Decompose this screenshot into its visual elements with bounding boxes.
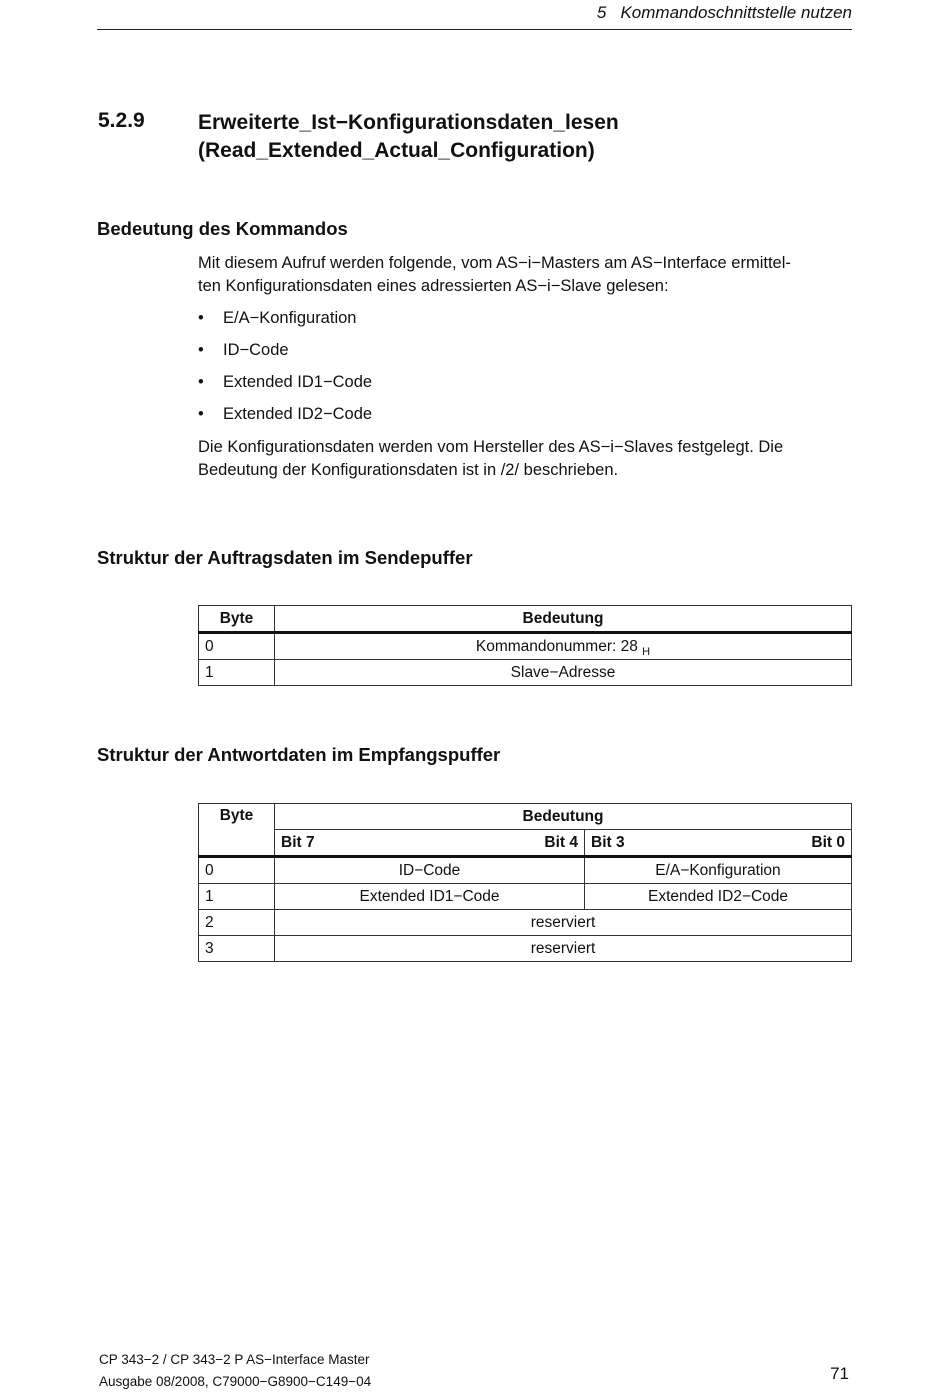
table-row: [199, 936, 852, 962]
full-byte-cell: reserviert: [275, 936, 852, 962]
bullet-icon: •: [198, 405, 204, 423]
bullet-icon: •: [198, 309, 204, 327]
bit-header-row: [199, 830, 852, 857]
bullet-icon: •: [198, 341, 204, 359]
table-row: [199, 910, 852, 936]
meaning-cell: Kommandonummer: 28 $_H$: [275, 633, 852, 660]
header-rule: [97, 29, 852, 30]
column-header-byte: Byte: [199, 804, 275, 857]
high-nibble-cell: ID−Code: [275, 857, 585, 884]
list-item: • E/A−Konfiguration: [198, 309, 357, 327]
paragraph-intro: [198, 252, 848, 298]
subheading-meaning: Bedeutung des Kommandos: [97, 218, 348, 239]
byte-cell: 3: [199, 936, 275, 962]
section-title: [198, 109, 619, 165]
section-number: 5.2.9: [98, 109, 145, 132]
column-header-byte: Byte: [199, 606, 275, 633]
table-row: [199, 660, 852, 686]
paragraph-intro-line1: Mit diesem Aufruf werden folgende, vom AS−i−Masters am AS−Interface ermittel-: [198, 254, 791, 272]
section-title-line1: Erweiterte_Ist−Konfigurationsdaten_lesen: [198, 111, 619, 134]
subheading-receive-buffer: Struktur der Antwortdaten im Empfangspuffer: [97, 744, 501, 765]
byte-cell: 0: [199, 633, 275, 660]
low-nibble-cell: E/A−Konfiguration: [585, 857, 852, 884]
paragraph-intro-line2: ten Konfigurationsdaten eines adressierten AS−i−Slave gelesen:: [198, 277, 669, 295]
byte-cell: 2: [199, 910, 275, 936]
byte-cell: 0: [199, 857, 275, 884]
column-header-meaning: Bedeutung: [275, 606, 852, 633]
column-header-meaning: Bedeutung: [275, 804, 852, 830]
bit7-label: Bit 7: [275, 830, 430, 857]
running-header: 5 Kommandoschnittstelle nutzen: [596, 3, 852, 22]
byte-cell: 1: [199, 884, 275, 910]
bit3-label: Bit 3: [585, 830, 719, 857]
table-header-row: [199, 804, 852, 830]
hex-suffix: H: [642, 645, 651, 658]
subheading-send-buffer: Struktur der Auftragsdaten im Sendepuffer: [97, 547, 473, 568]
paragraph-config-line2: Bedeutung der Konfigurationsdaten ist in /2/ beschrieben.: [198, 461, 619, 479]
bullet-icon: •: [198, 373, 204, 391]
footer-product: CP 343−2 / CP 343−2 P AS−Interface Master: [99, 1352, 370, 1367]
high-nibble-cell: Extended ID1−Code: [275, 884, 585, 910]
bit0-label: Bit 0: [719, 830, 852, 857]
bit4-label: Bit 4: [430, 830, 585, 857]
meaning-cell: Slave−Adresse: [275, 660, 852, 686]
page-number: 71: [830, 1364, 849, 1383]
table-row: [199, 884, 852, 910]
paragraph-config-line1: Die Konfigurationsdaten werden vom Hersteller des AS−i−Slaves festgelegt. Die: [198, 438, 784, 456]
table-header-row: [199, 606, 852, 633]
byte-cell: 1: [199, 660, 275, 686]
list-item: • Extended ID1−Code: [198, 373, 373, 391]
paragraph-config: [198, 436, 848, 482]
footer-edition: Ausgabe 08/2008, C79000−G8900−C149−04: [99, 1374, 372, 1389]
table-row: [199, 633, 852, 660]
list-item: • ID−Code: [198, 341, 289, 359]
receive-buffer-table: [198, 803, 852, 962]
table-row: [199, 857, 852, 884]
list-item: • Extended ID2−Code: [198, 405, 373, 423]
full-byte-cell: reserviert: [275, 910, 852, 936]
send-buffer-table: [198, 605, 852, 686]
section-title-line2: (Read_Extended_Actual_Configuration): [198, 139, 595, 162]
low-nibble-cell: Extended ID2−Code: [585, 884, 852, 910]
